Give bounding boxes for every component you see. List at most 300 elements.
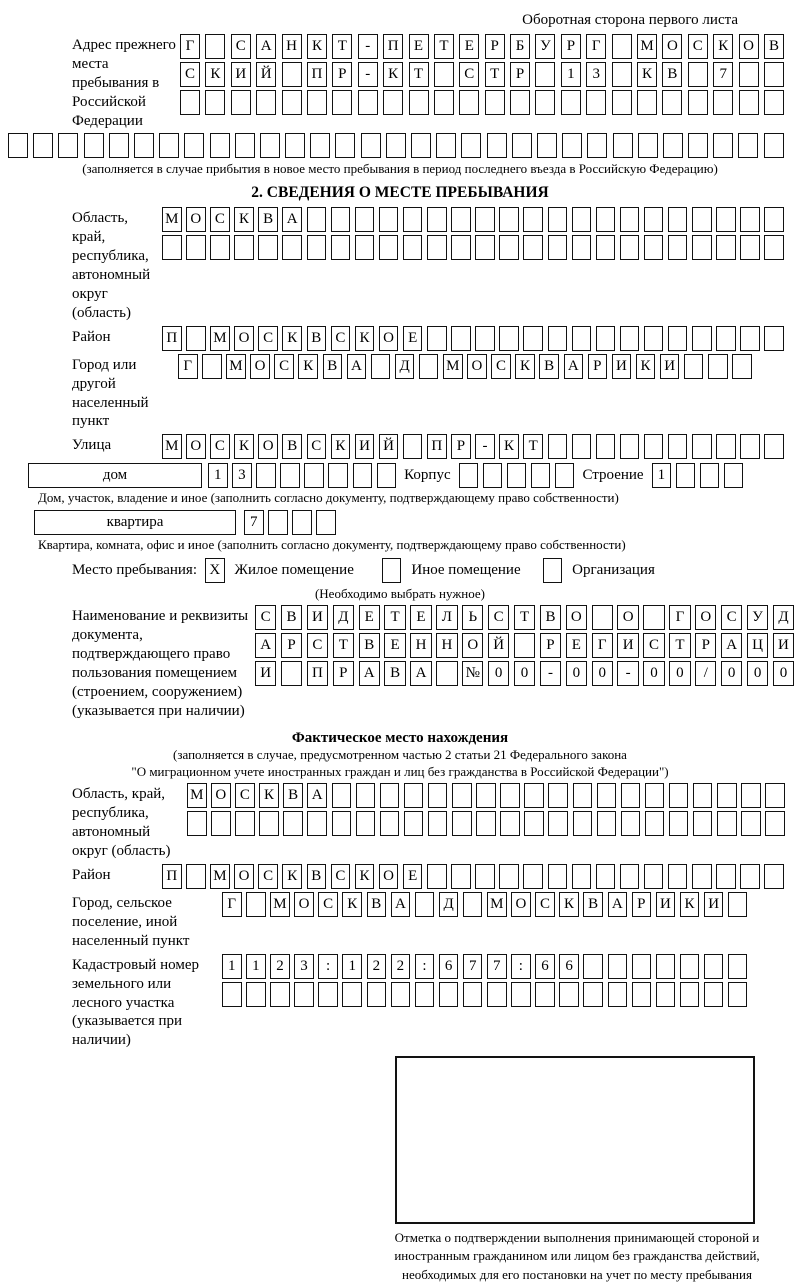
char-cell[interactable]: М — [226, 354, 246, 379]
char-cell[interactable]: Р — [510, 62, 530, 87]
char-cell[interactable] — [427, 235, 447, 260]
char-cell[interactable]: С — [318, 892, 338, 917]
char-cell[interactable]: О — [294, 892, 314, 917]
char-cell[interactable] — [531, 463, 551, 488]
char-cell[interactable] — [476, 783, 496, 808]
char-cell[interactable] — [716, 326, 736, 351]
char-cell[interactable]: Г — [592, 633, 613, 658]
char-cell[interactable] — [487, 982, 507, 1007]
char-cell[interactable]: А — [391, 892, 411, 917]
char-cell[interactable] — [403, 235, 423, 260]
char-cell[interactable] — [739, 90, 759, 115]
char-cell[interactable] — [688, 90, 708, 115]
char-cell[interactable]: - — [358, 34, 378, 59]
char-cell[interactable] — [403, 207, 423, 232]
char-cell[interactable] — [688, 62, 708, 87]
char-cell[interactable] — [294, 982, 314, 1007]
char-cell[interactable] — [258, 235, 278, 260]
char-cell[interactable] — [451, 326, 471, 351]
char-cell[interactable] — [134, 133, 154, 158]
char-cell[interactable] — [231, 90, 251, 115]
char-cell[interactable] — [562, 133, 582, 158]
char-cell[interactable] — [428, 811, 448, 836]
char-cell[interactable]: С — [459, 62, 479, 87]
char-cell[interactable] — [511, 982, 531, 1007]
char-cell[interactable]: 7 — [487, 954, 507, 979]
char-cell[interactable]: М — [443, 354, 463, 379]
char-cell[interactable] — [280, 463, 300, 488]
char-cell[interactable]: К — [680, 892, 700, 917]
char-cell[interactable] — [728, 892, 748, 917]
char-cell[interactable] — [210, 133, 230, 158]
char-cell[interactable] — [361, 133, 381, 158]
char-cell[interactable] — [548, 434, 568, 459]
char-cell[interactable]: 6 — [439, 954, 459, 979]
char-cell[interactable]: Р — [332, 62, 352, 87]
char-cell[interactable] — [704, 954, 724, 979]
char-cell[interactable]: Р — [485, 34, 505, 59]
char-cell[interactable]: А — [608, 892, 628, 917]
char-cell[interactable] — [596, 326, 616, 351]
char-cell[interactable] — [356, 811, 376, 836]
char-cell[interactable]: К — [259, 783, 279, 808]
char-cell[interactable]: К — [234, 434, 254, 459]
char-cell[interactable] — [684, 354, 704, 379]
char-cell[interactable] — [377, 463, 397, 488]
char-cell[interactable]: К — [342, 892, 362, 917]
char-cell[interactable]: Ц — [747, 633, 768, 658]
char-cell[interactable] — [716, 864, 736, 889]
char-cell[interactable]: А — [307, 783, 327, 808]
char-cell[interactable] — [512, 133, 532, 158]
char-cell[interactable] — [728, 982, 748, 1007]
char-cell[interactable]: В — [540, 605, 561, 630]
char-cell[interactable] — [307, 235, 327, 260]
char-cell[interactable]: А — [347, 354, 367, 379]
char-cell[interactable]: 0 — [643, 661, 664, 686]
char-cell[interactable] — [548, 207, 568, 232]
char-cell[interactable] — [620, 326, 640, 351]
char-cell[interactable]: О — [211, 783, 231, 808]
char-cell[interactable] — [680, 954, 700, 979]
char-cell[interactable] — [764, 326, 784, 351]
char-cell[interactable] — [485, 90, 505, 115]
char-cell[interactable]: И — [660, 354, 680, 379]
char-cell[interactable]: О — [462, 633, 483, 658]
char-cell[interactable] — [331, 235, 351, 260]
char-cell[interactable] — [328, 463, 348, 488]
char-cell[interactable]: / — [695, 661, 716, 686]
char-cell[interactable] — [645, 783, 665, 808]
char-cell[interactable] — [367, 982, 387, 1007]
char-cell[interactable] — [587, 133, 607, 158]
char-cell[interactable]: С — [274, 354, 294, 379]
char-cell[interactable] — [638, 133, 658, 158]
char-cell[interactable]: О — [234, 326, 254, 351]
char-cell[interactable] — [356, 783, 376, 808]
char-cell[interactable] — [586, 90, 606, 115]
char-cell[interactable]: К — [234, 207, 254, 232]
char-cell[interactable] — [669, 811, 689, 836]
char-cell[interactable]: Т — [485, 62, 505, 87]
char-cell[interactable] — [548, 783, 568, 808]
char-cell[interactable]: Р — [695, 633, 716, 658]
char-cell[interactable] — [187, 811, 207, 836]
char-cell[interactable] — [58, 133, 78, 158]
char-cell[interactable]: В — [307, 326, 327, 351]
char-cell[interactable]: С — [688, 34, 708, 59]
char-cell[interactable]: В — [539, 354, 559, 379]
char-cell[interactable]: С — [255, 605, 276, 630]
char-cell[interactable]: К — [637, 62, 657, 87]
char-cell[interactable] — [476, 811, 496, 836]
char-cell[interactable] — [335, 133, 355, 158]
char-cell[interactable]: И — [307, 605, 328, 630]
char-cell[interactable] — [427, 864, 447, 889]
char-cell[interactable]: 0 — [566, 661, 587, 686]
char-cell[interactable] — [500, 783, 520, 808]
char-cell[interactable] — [713, 133, 733, 158]
char-cell[interactable] — [451, 235, 471, 260]
char-cell[interactable]: С — [643, 633, 664, 658]
char-cell[interactable] — [353, 463, 373, 488]
char-cell[interactable] — [419, 354, 439, 379]
char-cell[interactable] — [764, 864, 784, 889]
char-cell[interactable] — [386, 133, 406, 158]
char-cell[interactable] — [524, 783, 544, 808]
other-premises-checkbox[interactable] — [382, 558, 402, 583]
char-cell[interactable]: В — [281, 605, 302, 630]
char-cell[interactable]: 0 — [592, 661, 613, 686]
char-cell[interactable] — [246, 982, 266, 1007]
char-cell[interactable]: Е — [384, 633, 405, 658]
char-cell[interactable]: С — [535, 892, 555, 917]
char-cell[interactable] — [292, 510, 312, 535]
char-cell[interactable] — [612, 90, 632, 115]
char-cell[interactable] — [180, 90, 200, 115]
char-cell[interactable]: П — [307, 661, 328, 686]
char-cell[interactable]: Г — [586, 34, 606, 59]
char-cell[interactable] — [282, 90, 302, 115]
char-cell[interactable]: В — [283, 783, 303, 808]
char-cell[interactable]: Г — [178, 354, 198, 379]
char-cell[interactable]: 0 — [488, 661, 509, 686]
char-cell[interactable]: К — [355, 864, 375, 889]
char-cell[interactable]: И — [656, 892, 676, 917]
char-cell[interactable]: В — [307, 864, 327, 889]
char-cell[interactable] — [764, 133, 784, 158]
char-cell[interactable] — [463, 982, 483, 1007]
char-cell[interactable] — [281, 661, 302, 686]
char-cell[interactable]: О — [250, 354, 270, 379]
char-cell[interactable]: О — [186, 207, 206, 232]
char-cell[interactable] — [620, 235, 640, 260]
char-cell[interactable]: А — [256, 34, 276, 59]
char-cell[interactable]: № — [462, 661, 483, 686]
char-cell[interactable] — [411, 133, 431, 158]
char-cell[interactable]: Й — [379, 434, 399, 459]
char-cell[interactable]: И — [704, 892, 724, 917]
char-cell[interactable]: Т — [409, 62, 429, 87]
char-cell[interactable]: В — [323, 354, 343, 379]
char-cell[interactable]: П — [162, 326, 182, 351]
char-cell[interactable]: Т — [523, 434, 543, 459]
char-cell[interactable] — [404, 783, 424, 808]
char-cell[interactable] — [572, 235, 592, 260]
char-cell[interactable]: О — [258, 434, 278, 459]
char-cell[interactable] — [572, 864, 592, 889]
char-cell[interactable] — [596, 207, 616, 232]
char-cell[interactable]: Е — [566, 633, 587, 658]
char-cell[interactable] — [592, 605, 613, 630]
char-cell[interactable] — [235, 133, 255, 158]
char-cell[interactable] — [452, 811, 472, 836]
char-cell[interactable]: А — [359, 661, 380, 686]
char-cell[interactable] — [692, 864, 712, 889]
char-cell[interactable] — [436, 133, 456, 158]
char-cell[interactable]: : — [318, 954, 338, 979]
char-cell[interactable] — [202, 354, 222, 379]
char-cell[interactable] — [355, 235, 375, 260]
char-cell[interactable] — [475, 235, 495, 260]
char-cell[interactable] — [548, 326, 568, 351]
char-cell[interactable] — [499, 864, 519, 889]
char-cell[interactable] — [451, 207, 471, 232]
char-cell[interactable]: И — [231, 62, 251, 87]
char-cell[interactable]: 1 — [561, 62, 581, 87]
char-cell[interactable]: 3 — [586, 62, 606, 87]
char-cell[interactable] — [535, 90, 555, 115]
char-cell[interactable] — [740, 864, 760, 889]
char-cell[interactable]: В — [384, 661, 405, 686]
char-cell[interactable] — [109, 133, 129, 158]
char-cell[interactable] — [548, 811, 568, 836]
char-cell[interactable]: О — [511, 892, 531, 917]
char-cell[interactable]: В — [764, 34, 784, 59]
char-cell[interactable] — [371, 354, 391, 379]
char-cell[interactable] — [644, 326, 664, 351]
char-cell[interactable]: Ь — [462, 605, 483, 630]
char-cell[interactable] — [597, 811, 617, 836]
char-cell[interactable]: 6 — [535, 954, 555, 979]
char-cell[interactable] — [499, 326, 519, 351]
char-cell[interactable]: М — [162, 434, 182, 459]
char-cell[interactable] — [656, 982, 676, 1007]
char-cell[interactable]: - — [475, 434, 495, 459]
char-cell[interactable] — [644, 235, 664, 260]
char-cell[interactable] — [383, 90, 403, 115]
char-cell[interactable] — [211, 811, 231, 836]
char-cell[interactable] — [524, 811, 544, 836]
char-cell[interactable]: К — [559, 892, 579, 917]
char-cell[interactable]: К — [331, 434, 351, 459]
char-cell[interactable] — [663, 133, 683, 158]
char-cell[interactable] — [33, 133, 53, 158]
char-cell[interactable]: О — [566, 605, 587, 630]
char-cell[interactable]: Н — [282, 34, 302, 59]
char-cell[interactable] — [535, 982, 555, 1007]
char-cell[interactable]: В — [583, 892, 603, 917]
char-cell[interactable]: Е — [410, 605, 431, 630]
char-cell[interactable]: 0 — [747, 661, 768, 686]
char-cell[interactable]: С — [235, 783, 255, 808]
char-cell[interactable] — [692, 207, 712, 232]
char-cell[interactable]: - — [358, 62, 378, 87]
char-cell[interactable] — [499, 207, 519, 232]
char-cell[interactable] — [184, 133, 204, 158]
char-cell[interactable]: 0 — [773, 661, 794, 686]
char-cell[interactable] — [523, 235, 543, 260]
char-cell[interactable] — [741, 811, 761, 836]
char-cell[interactable]: Т — [514, 605, 535, 630]
char-cell[interactable] — [285, 133, 305, 158]
char-cell[interactable]: О — [617, 605, 638, 630]
char-cell[interactable]: 6 — [559, 954, 579, 979]
char-cell[interactable] — [222, 982, 242, 1007]
char-cell[interactable]: : — [415, 954, 435, 979]
char-cell[interactable]: М — [162, 207, 182, 232]
char-cell[interactable] — [643, 605, 664, 630]
char-cell[interactable]: Т — [384, 605, 405, 630]
char-cell[interactable] — [391, 982, 411, 1007]
char-cell[interactable]: 0 — [721, 661, 742, 686]
char-cell[interactable] — [693, 811, 713, 836]
char-cell[interactable] — [358, 90, 378, 115]
char-cell[interactable] — [459, 90, 479, 115]
char-cell[interactable]: С — [331, 864, 351, 889]
char-cell[interactable] — [205, 90, 225, 115]
char-cell[interactable]: Е — [409, 34, 429, 59]
char-cell[interactable] — [434, 62, 454, 87]
char-cell[interactable] — [403, 434, 423, 459]
char-cell[interactable]: М — [270, 892, 290, 917]
char-cell[interactable] — [500, 811, 520, 836]
char-cell[interactable]: М — [210, 326, 230, 351]
char-cell[interactable] — [597, 783, 617, 808]
char-cell[interactable] — [537, 133, 557, 158]
char-cell[interactable] — [459, 463, 479, 488]
char-cell[interactable] — [692, 434, 712, 459]
char-cell[interactable] — [632, 954, 652, 979]
char-cell[interactable]: Е — [403, 326, 423, 351]
char-cell[interactable] — [463, 892, 483, 917]
char-cell[interactable] — [205, 34, 225, 59]
char-cell[interactable]: П — [307, 62, 327, 87]
char-cell[interactable]: К — [355, 326, 375, 351]
char-cell[interactable] — [740, 207, 760, 232]
char-cell[interactable] — [668, 864, 688, 889]
char-cell[interactable] — [379, 235, 399, 260]
char-cell[interactable]: С — [231, 34, 251, 59]
char-cell[interactable] — [282, 235, 302, 260]
char-cell[interactable] — [700, 463, 720, 488]
char-cell[interactable]: - — [540, 661, 561, 686]
char-cell[interactable]: А — [255, 633, 276, 658]
char-cell[interactable] — [644, 434, 664, 459]
char-cell[interactable] — [332, 811, 352, 836]
char-cell[interactable]: 2 — [367, 954, 387, 979]
char-cell[interactable] — [256, 463, 276, 488]
char-cell[interactable] — [644, 864, 664, 889]
char-cell[interactable] — [548, 235, 568, 260]
char-cell[interactable]: О — [186, 434, 206, 459]
char-cell[interactable] — [644, 207, 664, 232]
char-cell[interactable]: К — [636, 354, 656, 379]
char-cell[interactable] — [613, 133, 633, 158]
char-cell[interactable]: С — [307, 633, 328, 658]
char-cell[interactable]: Р — [333, 661, 354, 686]
char-cell[interactable]: К — [515, 354, 535, 379]
char-cell[interactable]: И — [617, 633, 638, 658]
char-cell[interactable]: М — [487, 892, 507, 917]
char-cell[interactable]: К — [383, 62, 403, 87]
char-cell[interactable]: К — [713, 34, 733, 59]
char-cell[interactable] — [596, 235, 616, 260]
char-cell[interactable]: 0 — [514, 661, 535, 686]
char-cell[interactable] — [612, 62, 632, 87]
char-cell[interactable]: Д — [395, 354, 415, 379]
char-cell[interactable]: С — [331, 326, 351, 351]
char-cell[interactable] — [583, 982, 603, 1007]
char-cell[interactable] — [669, 783, 689, 808]
char-cell[interactable] — [572, 434, 592, 459]
char-cell[interactable]: Г — [180, 34, 200, 59]
char-cell[interactable] — [514, 633, 535, 658]
char-cell[interactable] — [234, 235, 254, 260]
char-cell[interactable] — [621, 811, 641, 836]
char-cell[interactable]: А — [410, 661, 431, 686]
char-cell[interactable] — [452, 783, 472, 808]
char-cell[interactable] — [716, 207, 736, 232]
char-cell[interactable]: П — [383, 34, 403, 59]
char-cell[interactable] — [260, 133, 280, 158]
char-cell[interactable] — [740, 235, 760, 260]
char-cell[interactable]: Д — [333, 605, 354, 630]
char-cell[interactable] — [765, 783, 785, 808]
char-cell[interactable]: С — [180, 62, 200, 87]
char-cell[interactable]: П — [162, 864, 182, 889]
char-cell[interactable] — [434, 90, 454, 115]
char-cell[interactable]: О — [662, 34, 682, 59]
char-cell[interactable] — [716, 235, 736, 260]
char-cell[interactable] — [483, 463, 503, 488]
char-cell[interactable]: 3 — [232, 463, 252, 488]
char-cell[interactable] — [535, 62, 555, 87]
char-cell[interactable] — [282, 62, 302, 87]
char-cell[interactable] — [210, 235, 230, 260]
char-cell[interactable]: Н — [410, 633, 431, 658]
char-cell[interactable]: Е — [359, 605, 380, 630]
char-cell[interactable] — [8, 133, 28, 158]
char-cell[interactable]: 1 — [208, 463, 228, 488]
char-cell[interactable]: 7 — [463, 954, 483, 979]
char-cell[interactable] — [415, 982, 435, 1007]
char-cell[interactable] — [717, 811, 737, 836]
char-cell[interactable] — [380, 811, 400, 836]
char-cell[interactable] — [439, 982, 459, 1007]
char-cell[interactable]: Т — [434, 34, 454, 59]
char-cell[interactable] — [741, 783, 761, 808]
char-cell[interactable] — [708, 354, 728, 379]
char-cell[interactable] — [680, 982, 700, 1007]
char-cell[interactable] — [510, 90, 530, 115]
char-cell[interactable]: 0 — [669, 661, 690, 686]
char-cell[interactable] — [621, 783, 641, 808]
char-cell[interactable] — [612, 34, 632, 59]
char-cell[interactable] — [764, 90, 784, 115]
char-cell[interactable] — [692, 326, 712, 351]
char-cell[interactable] — [331, 207, 351, 232]
